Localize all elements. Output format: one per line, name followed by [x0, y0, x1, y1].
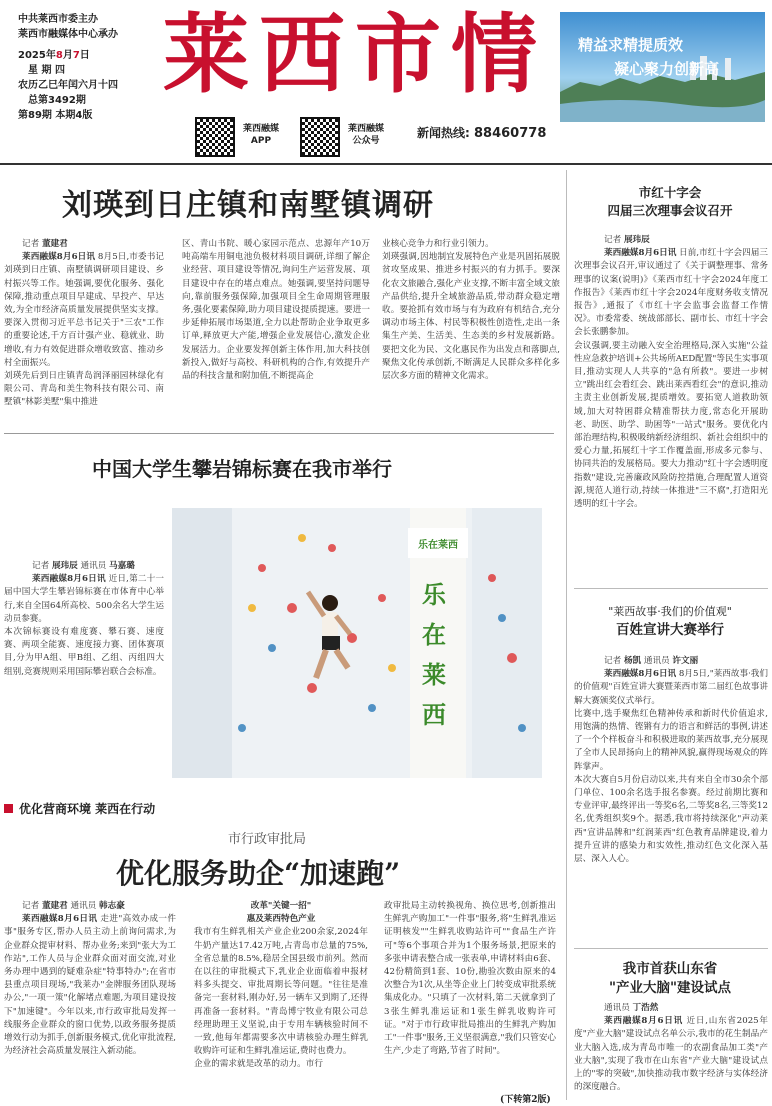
business-column-2 [194, 900, 368, 1072]
right-divider-2 [574, 948, 768, 949]
story-contest-body: 8月5日,"莱西故事·我们的价值观"百姓宣讲大赛暨莱西市第二届红色故事讲解大赛颁奖仪式举行。 比赛中,选手聚焦红色精神传承和新时代价值追求,用饱满的热情、铿锵有力的语言和鲜活的事例,讲述了一个个样板奋斗和积极进取的莱西故事,充分展现了全市人民昂扬向上的精神风貌,赢得现场观众的阵阵掌声。 本次大赛自5月份启动以来,共有来自全市30余个部门单位、100余名选手报名参赛。经过前期比赛和专业评审,最终评出一等奖6名,二等奖8名,三等奖12名,优秀组织奖9个。据悉,我市将持续深化"声动莱西"宣讲品牌和"红润莱西"红色教育品牌建设,着力提升宣讲的感染力和实效性,推动红色文化深入基层、深入人心。 [574, 669, 768, 865]
red-cross-dateline: 莱西融媒8月6日讯 [604, 248, 677, 259]
lead-body-2: 区、青山书院、暖心家园示范点、忠源年产10万吨高端车用铜电池负极材料项目调研,详细了解企业经营、项目建设等情况,询问生产运营发展、项目建设中存在的堵点难点。她强调,要坚持问题导向,靠前服务强保障,加强项目全生命周期管理服务,强化要素保障,助力项目建设提质提速。要进一步延伸拓展市场渠道,全力以赴帮助企业争取更多订单,释放更大产能,增强企业发展信心,激发企业发展活力。企业要发挥创新主体作用,加大科技创新投入,做好与高校、科研机构的合作,有效提升产品的科技含量和附加值,不断提高企 [182, 239, 370, 382]
banner-line-1: 精益求精提质效 [578, 36, 684, 54]
red-cross-body: 日前,市红十字会四届三次理事会议召开,审议通过了《关于调整理事、常务理事的议案(说明)》《莱西市红十字会2024年度工作报告》《莱西市红十字会2024年度财务收支情况报告》,通报了《市红十字会监事会监督工作情况》。市委常委、统战部部长、副市长、市红十字会会长张鹏参加。 会议强调,要主动融入安全治理格局,深入实施"公益性应急救护培训+公共场所AED配置"等民生实事项目,推动实现人人共享的"急有所救"。要进一步树立"跳出红会看红会、跳出莱西看红会"的意识,推动主责主业创新发展,提质增效。要拓宽人道救助领域,加大对特困群众精准帮扶力度,常态化开展助老、助医、助学、助困等"一站式"服务。要优化内部治理结构,积极吸纳新经济组织、新社会组织中的爱心力量,拓展红十字工作覆盖面,形成多元参与、协同共治的发展格局。要大力推动"红十字会透明度指数"建设,完善廉政风险防控措施,合理配置人道资源,规范人道行动,持续一体推进"三不腐",打造阳光透明的红十字会。 [574, 248, 768, 510]
wall-sign-char-4: 西 [422, 700, 446, 729]
organizer-line: 中共莱西市委主办 [18, 14, 98, 25]
wall-sign-small: 乐在莱西 [418, 540, 458, 551]
app-qr-label: 莱西融媒 APP [242, 124, 279, 146]
continued-notice[interactable]: (下转第2版) [500, 1095, 551, 1105]
climbing-byline: 记者 展玮辰 通讯员 马嘉璐 [32, 561, 135, 571]
story-contest-dateline: 莱西融媒8月6日讯 [604, 669, 677, 680]
section-divider [4, 433, 554, 434]
climbing-photo [172, 508, 542, 778]
banner-line-2: 凝心聚力创新高 [614, 60, 720, 78]
lead-byline: 记者 董建君 [22, 239, 68, 249]
total-issue: 总第3492期 [28, 95, 86, 106]
host-line: 莱西市融媒体中心承办 [18, 29, 118, 40]
wall-sign-char-2: 在 [422, 620, 446, 649]
lead-column-3 [382, 238, 560, 383]
city-skyline-image [560, 12, 765, 122]
story-contest-article [574, 655, 768, 866]
story-contest-byline: 记者 杨凯 通讯员 许文丽 [604, 656, 699, 666]
industry-brain-article [574, 1002, 768, 1094]
lead-dateline: 莱西融媒8月6日讯 [22, 252, 96, 263]
section-tag: 优化营商环境 莱西在行动 [4, 800, 155, 817]
wechat-qr-label: 莱西融媒 公众号 [347, 124, 384, 146]
right-column-divider [566, 170, 567, 1100]
business-column-3 [384, 900, 556, 1058]
business-body-3: 政审批局主动转换视角、换位思考,创新推出生鲜乳产购加工"一件事"服务,将"生鲜乳准运证明核发""生鲜乳收购站许可""食品生产许可"等6个事项合并为1个服务场景,把原来的多张申请表整合成一张表单,申请材料由6套、42份精简到1套、10份,勘验次数由原来的4次整合为1次,从坐等企业上门转变成审批系统集成化办。"只填了一次材料,第二天就拿到了3张生鲜乳准运证和1张生鲜乳收购许可证。"对于市行政审批局推出的生鲜乳产购加工"一件事"服务,王义坚很满意,"我们只管安心生产,少走了弯路,节省了时间"。 [384, 901, 557, 1057]
lead-body-1: 8月5日,市委书记刘瑛到日庄镇、南墅镇调研项目建设、乡村振兴等工作。她强调,要优化服务、强化保障,推动重点项目早建成、早投产、早达效,为全市经济高质量发展提供坚实支撑。要深入贯彻习近平总书记关于"三农"工作的重要论述,千方百计强产业、稳就业、助增收,有力有效促进群众增收致富、推动乡村全面振兴。 刘瑛先后到日庄镇青岛润泽丽园林绿化有限公司、青岛和美生物科技有限公司、南墅镇"林影美墅"集中推进 [4, 252, 164, 408]
business-body-1: 走进"高效办成一件事"服务专区,帮办人员主动上前询问需求,为企业群众提审材料、帮办业务;来到"张大为工作站",工作人员与企业群众面对面交流,对业务办理中遇到的疑难杂症"特事特办";在省市县重点项目现场,"我莱办"金牌服务团队现场办公,"一项一策"化解堵点难题,为项目建设按下"加速键"。今年以来,市行政审批局发挥一线服务企业群众的窗口优势,以政务服务提质增效行动为抓手,创新服务模式,优化审批流程,为经济社会高质量发展注入新动能。 [4, 914, 176, 1057]
climbing-body: 近日,第二十一届中国大学生攀岩锦标赛在市体育中心举行,来自全国64所高校、500余名大学生运动员参赛。 本次锦标赛设有难度赛、攀石赛、速度赛、两项全能赛、速度接力赛、团体赛项目,分为甲A组、甲B组、乙组、丙组四大组别,竞赛规则采用国际攀岩联合会标准。 [4, 574, 165, 677]
climbing-text [4, 560, 164, 679]
section-square-icon [4, 804, 13, 813]
business-byline: 记者 董建君 通讯员 韩志豪 [22, 901, 125, 911]
wall-sign-char-1: 乐 [422, 580, 446, 609]
lunar-date: 农历乙巳年闰六月十四 [18, 80, 118, 91]
climbing-dateline: 莱西融媒8月6日讯 [32, 574, 106, 585]
lead-column-2 [182, 238, 370, 383]
banner-image [560, 12, 765, 122]
masthead-info [18, 12, 148, 123]
business-kicker: 市行政审批局 [228, 832, 307, 847]
issue-date: 2025年8月7日 [18, 50, 90, 61]
business-column-1 [4, 900, 176, 1058]
industry-brain-headline[interactable]: 我市首获山东省 "产业大脑"建设试点 [608, 961, 732, 996]
logo-text: 莱西市情 [163, 4, 547, 102]
newspaper-logo [158, 2, 553, 102]
lead-body-3: 业核心竞争力和行业引领力。 刘瑛强调,因地制宜发展特色产业是巩固拓展脱贫攻坚成果、推进乡村振兴的有力抓手。要深化农文旅融合,强化产业支撑,不断丰富全域文旅产品供给,提升全域旅游品质,带动群众稳定增收。要抢抓有效市场与有为政府有机结合,充分调动市场主体、村民等积极性创造性,走出一条集生产美、生活美、生态美的乡村发展新路。要把文化为民、文化惠民作为出发点和落脚点,聚焦文化传承创新,不断满足人民群众多样化多层次多方面的精神文化需求。 [382, 239, 560, 382]
business-body-2: 我市有生鲜乳相关产业企业200余家,2024年牛奶产量达17.42万吨,占青岛市总量的75%,全省总量的8.5%,稳居全国县级市前列。然而在以往的审批模式下,乳业企业面临着申报材料多头提交、审批周期长等问题。"往往是准备完一套材料,刚办好,另一辆车又到期了,还得再准备一套材料。"青岛博宁牧业有限公司总经理助理王义坚说,由于专用车辆核验时间不一致,他每年都需要多次申请核验办理生鲜乳收购许可证和生鲜乳准运证,费时也费力。 企业的需求就是改革的动力。市行 [194, 927, 368, 1070]
lead-column-1 [4, 238, 164, 410]
wall-sign-char-3: 莱 [422, 660, 446, 689]
red-cross-headline[interactable]: 市红十字会 四届三次理事会议召开 [607, 185, 733, 218]
masthead-rule [0, 163, 772, 165]
lead-headline[interactable]: 刘瑛到日庄镇和南墅镇调研 [62, 188, 434, 223]
wechat-qr-code[interactable] [300, 117, 340, 157]
news-hotline: 新闻热线: 88460778 [417, 126, 547, 141]
climbing-headline[interactable]: 中国大学生攀岩锦标赛在我市举行 [92, 457, 392, 481]
business-subhead: 改革"关键一招" 惠及莱西特色产业 [246, 901, 316, 925]
industry-brain-body: 近日,山东省2025年度"产业大脑"建设试点名单公示,我市的花生制品产业大脑入选,成为青岛市唯一的农副食品加工类"产业大脑",实现了我市在山东省"产业大脑"建设试点上的"零的突破",加快推动我市数字经济与实体经济的深度融合。 [574, 1016, 768, 1093]
story-contest-headline[interactable]: "莱西故事·我们的价值观" 百姓宣讲大赛举行 [608, 605, 732, 638]
business-dateline: 莱西融媒8月6日讯 [22, 914, 98, 925]
weekday: 星 期 四 [28, 65, 65, 76]
red-cross-byline: 记者 展玮辰 [604, 235, 650, 245]
red-cross-article [574, 234, 768, 511]
industry-brain-dateline: 莱西融媒8月6日讯 [604, 1016, 683, 1027]
industry-brain-byline: 通讯员 丁浩然 [604, 1003, 659, 1013]
right-divider-1 [574, 588, 768, 589]
app-qr-code[interactable] [195, 117, 235, 157]
climbing-wall-image [172, 508, 542, 778]
business-headline[interactable]: 优化服务助企“加速跑” [116, 857, 401, 890]
issue-number: 第89期 本期4版 [18, 110, 93, 121]
